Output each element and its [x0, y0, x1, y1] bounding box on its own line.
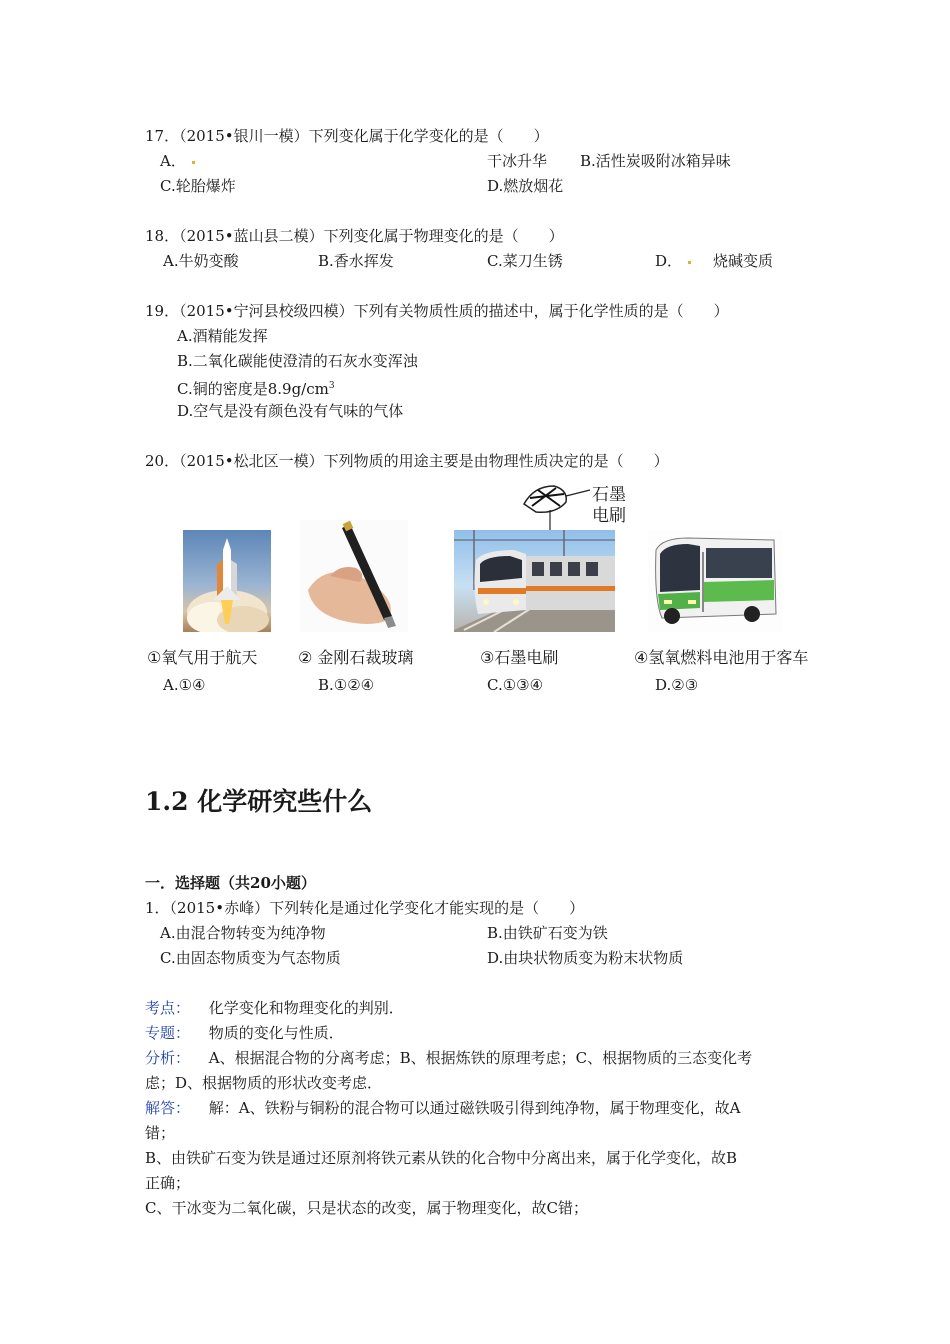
zhuanti-row — [145, 1023, 344, 1043]
q18-option-c: C.菜刀生锈 — [487, 252, 563, 270]
answer-c-line: C、干冰变为二氧化碳，只是状态的改变，属于物理变化，故C错； — [145, 1199, 588, 1217]
q20-stem: 20．（2015•松北区一模）下列物质的用途主要是由物理性质决定的是（ ） — [145, 452, 669, 470]
caption-1: ①氧气用于航天 — [147, 648, 258, 667]
superscript: 3 — [328, 381, 335, 391]
q1-option-a: A.由混合物转变为纯净物 — [160, 924, 326, 942]
q17-option-d: D.燃放烟花 — [487, 177, 564, 195]
caption-2: ② 金刚石裁玻璃 — [298, 648, 414, 667]
jieda-label: 解答： — [145, 1099, 191, 1117]
q18-option-b: B.香水挥发 — [318, 252, 394, 270]
jieda-text-2: 错； — [145, 1124, 176, 1142]
marker-dot-icon — [688, 261, 691, 264]
q18-stem: 18．（2015•蓝山县二模）下列变化属于物理变化的是（ ） — [145, 227, 564, 245]
metro-train-image — [454, 530, 615, 632]
fenxi-text-2: 虑；D、根据物质的形状改变考虑． — [145, 1074, 383, 1092]
train-icon — [454, 530, 615, 632]
q17-option-a-label: A． — [160, 152, 186, 170]
q20-option-a: A.①④ — [163, 676, 206, 694]
q17-option-a-text: 干冰升华 — [487, 152, 548, 170]
jieda-row — [145, 1098, 740, 1118]
q1-option-d: D.由块状物质变为粉末状物质 — [487, 949, 684, 967]
label-brush: 电刷 — [592, 506, 626, 526]
marker-dot-icon — [192, 161, 195, 164]
q1-option-b: B.由铁矿石变为铁 — [487, 924, 608, 942]
q18-option-d — [655, 251, 691, 271]
caption-4: ④氢氧燃料电池用于客车 — [634, 648, 809, 667]
answer-b-line-1: B、由铁矿石变为铁是通过还原剂将铁元素从铁的化合物中分离出来，属于化学变化，故B — [145, 1149, 738, 1167]
bus-icon — [648, 530, 782, 632]
q17-option-a — [160, 151, 195, 171]
q19-option-c-text: C.铜的密度是8.9g/cm — [177, 380, 329, 398]
q20-option-b: B.①②④ — [318, 676, 375, 694]
label-graphite: 石墨 — [592, 485, 626, 505]
q20-option-d: D.②③ — [655, 676, 699, 694]
section-title: 1.2 化学研究些什么 — [145, 787, 373, 816]
caption-3: ③石墨电刷 — [480, 648, 559, 667]
jieda-text-1: 解：A、铁粉与铜粉的混合物可以通过磁铁吸引得到纯净物，属于物理变化，故A — [208, 1099, 741, 1117]
hand-cutter-icon — [300, 520, 408, 632]
fenxi-label: 分析： — [145, 1049, 191, 1067]
zhuanti-text: 物质的变化与性质． — [208, 1024, 344, 1042]
q17-stem: 17．（2015•银川一模）下列变化属于化学变化的是（ ） — [145, 127, 549, 145]
q17-option-b: B.活性炭吸附冰箱异味 — [580, 152, 731, 170]
q19-option-a: A.酒精能发挥 — [177, 327, 268, 345]
q19-option-d: D.空气是没有颜色没有气味的气体 — [177, 402, 404, 420]
rocket-icon — [183, 530, 271, 632]
q18-option-a: A.牛奶变酸 — [163, 252, 239, 270]
kaodian-label: 考点： — [145, 999, 191, 1017]
glass-cutter-image — [300, 520, 408, 632]
kaodian-text: 化学变化和物理变化的判别． — [208, 999, 404, 1017]
q1-stem: 1．（2015•赤峰）下列转化是通过化学变化才能实现的是（ ） — [145, 899, 585, 917]
answer-b-line-2: 正确； — [145, 1174, 191, 1192]
q18-option-d-text: 烧碱变质 — [713, 252, 774, 270]
q20-option-c: C.①③④ — [487, 676, 544, 694]
q19-stem: 19．（2015•宁河县校级四模）下列有关物质性质的描述中，属于化学性质的是（ ） — [145, 302, 729, 320]
fuel-cell-bus-image — [648, 530, 782, 632]
q19-option-b: B.二氧化碳能使澄清的石灰水变浑浊 — [177, 352, 418, 370]
zhuanti-label: 专题： — [145, 1024, 191, 1042]
part-heading: 一．选择题（共20小题） — [145, 874, 316, 892]
rocket-launch-image — [183, 530, 271, 632]
q17-option-c: C.轮胎爆炸 — [160, 177, 236, 195]
q19-option-c — [177, 376, 335, 399]
q1-option-c: C.由固态物质变为气态物质 — [160, 949, 341, 967]
q18-option-d-label: D． — [655, 252, 683, 270]
kaodian-row — [145, 998, 404, 1018]
fenxi-text-1: A、根据混合物的分离考虑；B、根据炼铁的原理考虑；C、根据物质的三态变化考 — [208, 1049, 753, 1067]
fenxi-row — [145, 1048, 752, 1068]
